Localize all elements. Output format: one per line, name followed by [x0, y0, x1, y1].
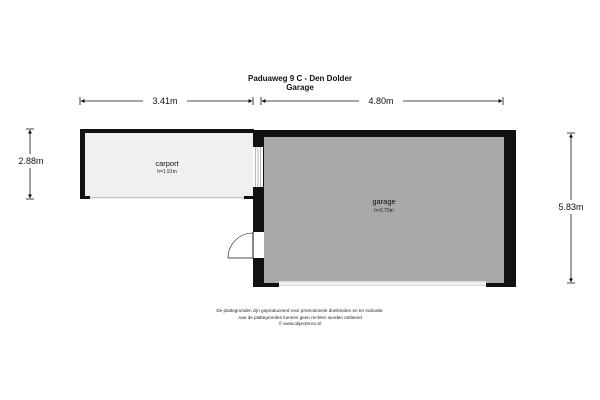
garage-width-label: 4.80m [368, 96, 394, 106]
disclaimer-line-1: De plattegronden zijn geproduceerd voor promotionele doeleinden en ter indicatie. [216, 308, 384, 313]
carport-width-dimension [80, 95, 253, 106]
garage-room [253, 130, 516, 287]
carport-label: carport [155, 159, 179, 168]
carport-height: h=1.91m [157, 169, 177, 175]
carport-depth-label: 2.88m [18, 156, 44, 166]
garage-width-dimension [261, 95, 503, 106]
carport-depth-dimension [18, 129, 43, 199]
plan-title: Paduaweg 9 C - Den Dolder [247, 74, 353, 83]
garage-label: garage [372, 197, 396, 206]
garage-depth-label: 5.83m [558, 202, 584, 212]
carport-room [80, 129, 254, 199]
door-swing-icon [228, 232, 253, 258]
plan-subtitle: Garage [286, 83, 314, 92]
disclaimer-line-2: Aan de plattegronden kunnen geen rechten worden ontleend [238, 314, 362, 320]
garage-depth-dimension [556, 133, 586, 283]
disclaimer-line-3: © www.objectenco.nl [278, 321, 322, 326]
carport-width-label: 3.41m [152, 96, 178, 106]
garage-height: h=2.70m [374, 208, 394, 214]
